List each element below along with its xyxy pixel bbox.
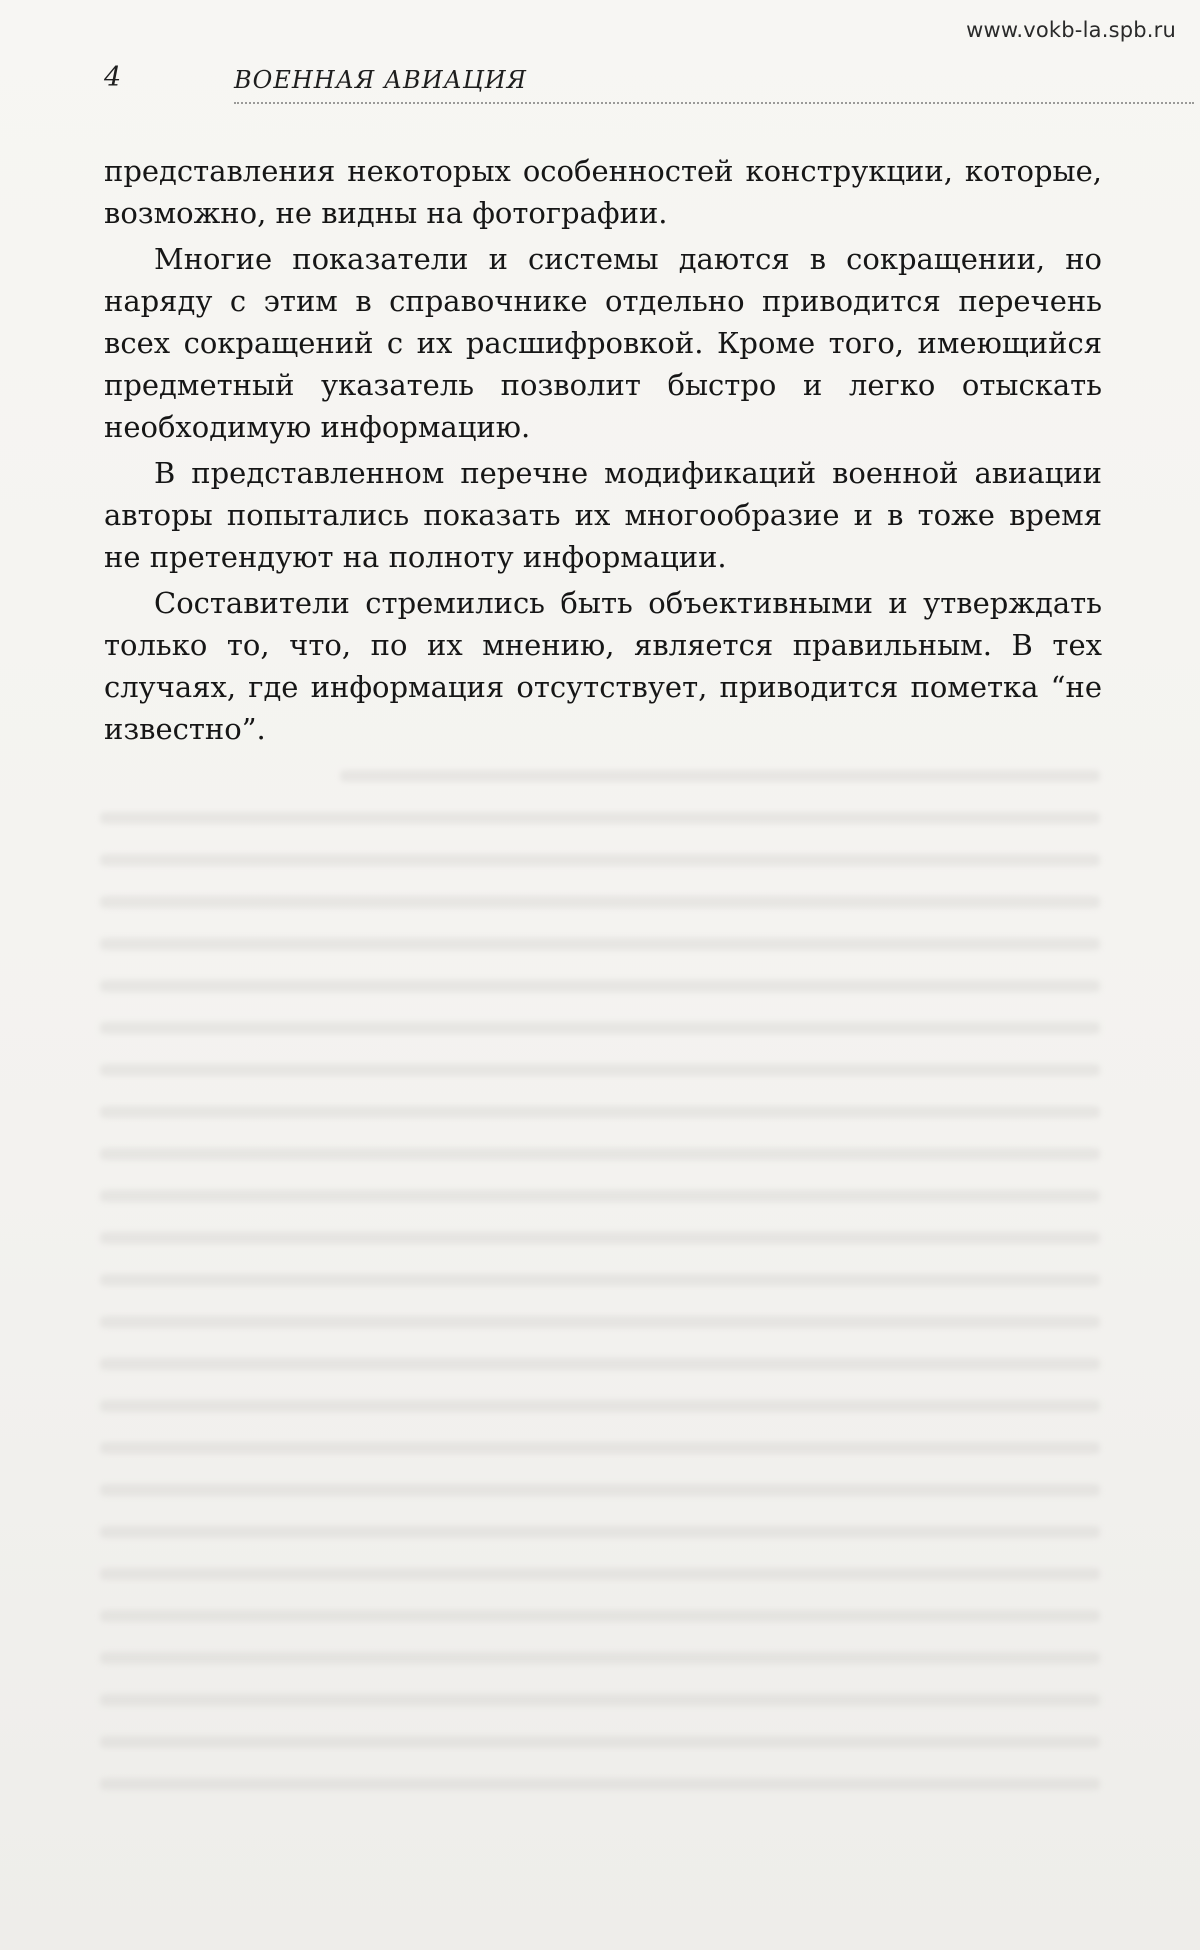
bleed-through-line <box>100 854 1100 866</box>
bleed-through-line <box>100 1568 1100 1580</box>
page-number: 4 <box>104 62 122 93</box>
watermark-url: www.vokb-la.spb.ru <box>966 18 1176 42</box>
bleed-through-line <box>100 1778 1100 1790</box>
bleed-through-line <box>100 1526 1100 1538</box>
bleed-through-line <box>100 980 1100 992</box>
bleed-through-line <box>100 1064 1100 1076</box>
page-header <box>104 62 1104 110</box>
header-rule <box>234 102 1194 104</box>
bleed-through-line <box>100 1694 1100 1706</box>
bleed-through-line <box>100 1358 1100 1370</box>
running-title: ВОЕННАЯ АВИАЦИЯ <box>234 66 528 94</box>
bleed-through-line <box>100 896 1100 908</box>
bleed-through-line <box>100 1400 1100 1412</box>
bleed-through-line <box>340 770 1100 782</box>
bleed-through-line <box>100 938 1100 950</box>
bleed-through-line <box>100 1148 1100 1160</box>
bleed-through-line <box>100 1484 1100 1496</box>
paragraph: В представленном перечне модификаций военной авиации авторы попытались показать их многообразие и в тоже время не претендуют на полноту информации. <box>104 456 1102 574</box>
bleed-through-line <box>100 1106 1100 1118</box>
bleed-through-line <box>100 1022 1100 1034</box>
paragraph: представления некоторых особенностей конструкции, которые, возможно, не видны на фотографии. <box>104 154 1102 230</box>
body-text <box>104 150 1102 754</box>
bleed-through-line <box>100 1316 1100 1328</box>
bleed-through-line <box>100 1610 1100 1622</box>
bleed-through-line <box>100 1232 1100 1244</box>
paragraph: Многие показатели и системы даются в сокращении, но наряду с этим в справочнике отдельно приводится перечень всех сокращений с их расшифровкой. Кроме того, имеющийся предметный указатель позволит быстро и легко отыскать необходимую информацию. <box>104 242 1102 444</box>
bleed-through-line <box>100 1274 1100 1286</box>
bleed-through-line <box>100 1190 1100 1202</box>
bleed-through-line <box>100 1442 1100 1454</box>
bleed-through-line <box>100 812 1100 824</box>
bleed-through-line <box>100 1652 1100 1664</box>
paragraph: Составители стремились быть объективными и утверждать только то, что, по их мнению, является правильным. В тех случаях, где информация отсутствует, приводится пометка “не известно”. <box>104 586 1102 746</box>
bleed-through-line <box>100 1736 1100 1748</box>
